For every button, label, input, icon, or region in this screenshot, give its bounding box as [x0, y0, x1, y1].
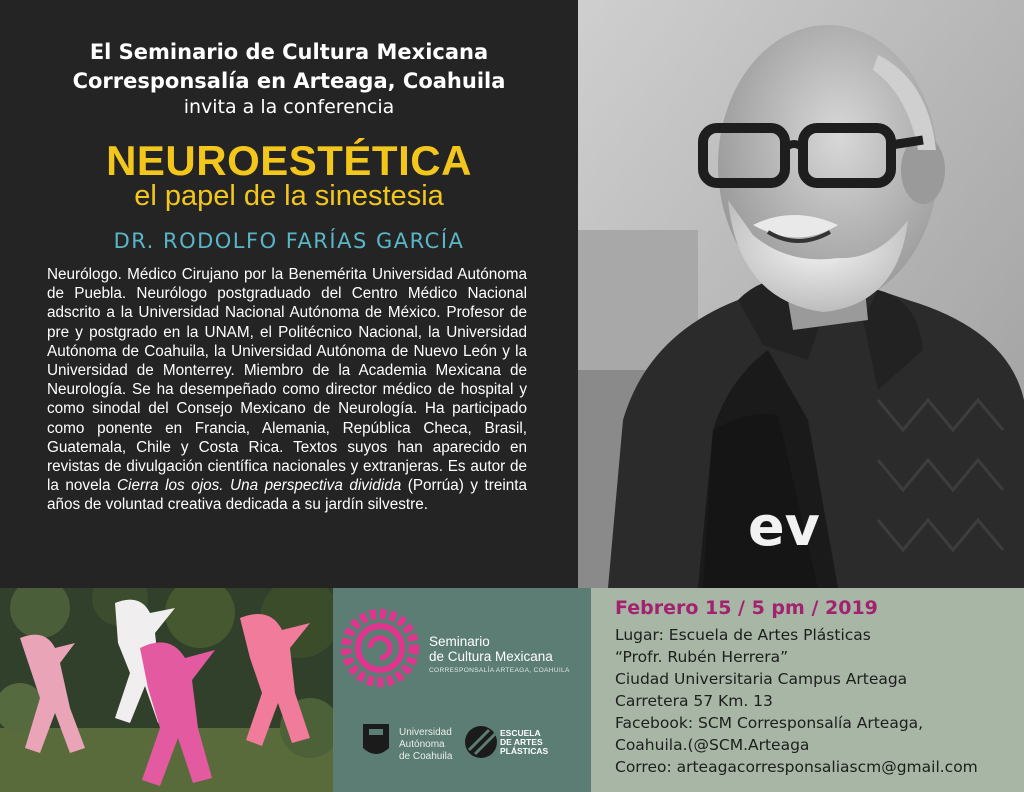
- organizer-name: El Seminario de Cultura Mexicana: [89, 40, 489, 64]
- speaker-portrait-illustration: [578, 0, 1024, 588]
- university-name-line2: Autónoma: [399, 739, 445, 750]
- event-details: [591, 588, 1024, 792]
- speaker-name: DR. RODOLFO FARÍAS GARCÍA: [113, 229, 465, 253]
- garden-sculptures-photo: [0, 588, 333, 792]
- venue-line: Lugar: Escuela de Artes Plásticas: [615, 626, 871, 644]
- invitation-line: invita a la conferencia: [183, 96, 395, 118]
- garden-illustration: [0, 588, 333, 792]
- university-name-line3: de Coahuila: [399, 751, 453, 762]
- seminario-brand-line1: Seminario: [429, 634, 490, 649]
- event-title: NEUROESTÉTICA: [106, 137, 472, 184]
- campus-line: Ciudad Universitaria Campus Arteaga: [615, 670, 908, 688]
- organizer-branch: Corresponsalía en Arteaga, Coahuila: [72, 69, 506, 93]
- seminario-brand-line3: CORRESPONSALÍA ARTEAGA, COAHUILA: [429, 667, 570, 674]
- seminario-brand-line2: de Cultura Mexicana: [429, 649, 553, 664]
- event-subtitle: el papel de la sinestesia: [134, 180, 444, 212]
- sponsor-logos: [333, 588, 591, 792]
- intro-panel: [0, 0, 578, 588]
- escuela-name-line2: DE ARTES: [500, 737, 543, 747]
- facebook-line: Facebook: SCM Corresponsalía Arteaga,: [615, 714, 924, 732]
- seminario-logo-icon: [346, 614, 414, 682]
- speaker-bio: [47, 265, 527, 515]
- event-date: Febrero 15 / 5 pm / 2019: [615, 597, 878, 619]
- address-line: Carretera 57 Km. 13: [615, 692, 773, 710]
- speaker-photo: [578, 0, 1024, 588]
- facebook-handle-line: Coahuila.(@SCM.Arteaga: [615, 736, 810, 754]
- bio-text-after: (Porrúa) y treinta años de voluntad creativa dedicada a su jardín silvestre.: [47, 477, 528, 514]
- logo-graphics: [333, 588, 591, 792]
- university-name-line1: Universidad: [399, 727, 452, 738]
- university-crest-icon: [363, 724, 389, 754]
- escuela-artes-logo-icon: [465, 726, 497, 758]
- venue-name-line: “Profr. Rubén Herrera”: [615, 648, 789, 666]
- escuela-name-line1: ESCUELA: [500, 728, 541, 738]
- bio-text-before: Neurólogo. Médico Cirujano por la Benemérita Universidad Autónoma de Puebla. Neurólogo postgraduado del Centro Médico Nacional adscrito a la Universidad Nacional Autónoma de México. Profesor de pre y postgrado en la UNAM, el Politécnico Nacional, la Universidad Autónoma de Coahuila, la Universidad Autónoma de Nuevo León y la Universidad de Monterrey. Miembro de la Academia Mexicana de Neurología. Se ha desempeñado como director médico de hospital y como sinodal del Consejo Mexicano de Neurología. Ha participado como ponente en Francia, Alemania, República Checa, Brasil, Guatemala, Chile y Costa Rica. Textos suyos han aparecido en revistas de divulgación científica nacionales y extranjeras. Es autor de la novela: [47, 266, 527, 495]
- escuela-name-line3: PLÁSTICAS: [500, 746, 549, 756]
- email-line: Correo: arteagacorresponsaliascm@gmail.com: [615, 758, 978, 776]
- shirt-print-text: ev: [748, 495, 820, 558]
- bio-book-title: Cierra los ojos. Una perspectiva dividida: [117, 477, 402, 495]
